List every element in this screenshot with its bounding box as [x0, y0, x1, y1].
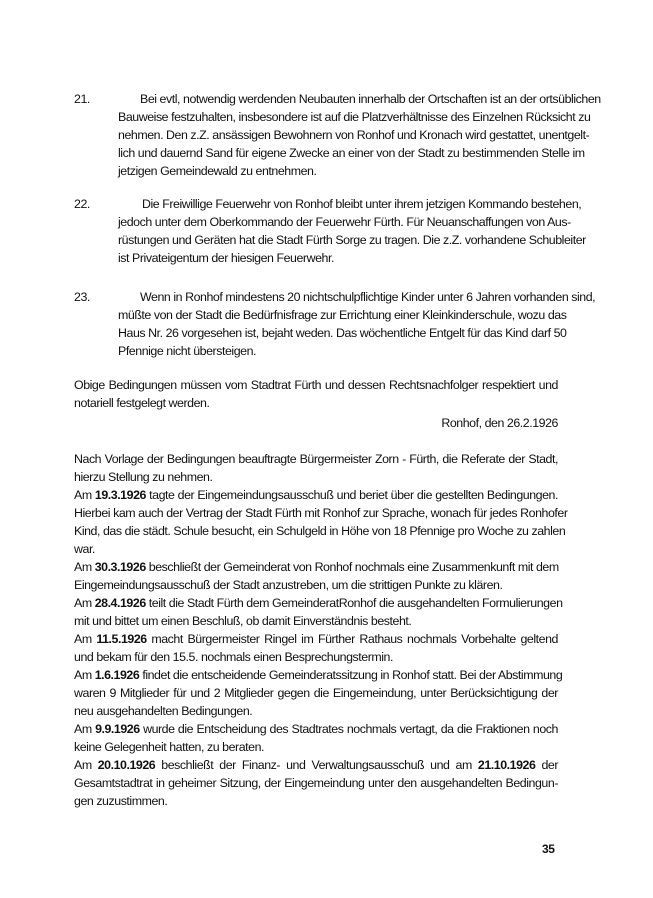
place-date: Ronhof, den 26.2.1926 — [441, 416, 558, 430]
text-line: mit und bittet um einen Beschluß, ob damit Einverständnis besteht. — [74, 614, 412, 628]
entry-date: 21.10.1926 — [477, 758, 536, 772]
entry-date: 9.9.1926 — [95, 722, 140, 736]
entry-date: 11.5.1926 — [96, 632, 147, 646]
history-entry-line: Am 19.3.1926 tagte der Eingemeindungsausschuß und beriet über die gestellten Bedingungen. — [74, 488, 558, 502]
item-paragraph — [118, 288, 596, 360]
text-line: Wenn in Ronhof mindestens 20 nichtschulpflichtige Kinder unter 6 Jahren vorhanden sind, — [140, 290, 596, 304]
text-line: müßte von der Stadt die Bedürfnisfrage zur Errichtung einer Kleinkinderschule, wozu das — [118, 308, 567, 322]
page-number: 35 — [542, 842, 555, 856]
history-entry-line: Am 9.9.1926 wurde die Entscheidung des Stadtrates nochmals vertagt, da die Fraktionen noch — [74, 722, 558, 736]
history-entry-line: Am 28.4.1926 teilt die Stadt Fürth dem GemeinderatRonhof die ausgehandelten Formulierungen — [74, 596, 563, 610]
text-line: gen zuzustimmen. — [74, 794, 168, 808]
text-line: war. — [74, 542, 95, 556]
text-line: Pfennige nicht übersteigen. — [118, 344, 257, 358]
text-line: keine Gelegenheit hatten, zu beraten. — [74, 740, 265, 754]
text-line: jetzigen Gemeindewald zu entnehmen. — [118, 164, 317, 178]
history-entry-line: Am 30.3.1926 beschließt der Gemeinderat von Ronhof nochmals eine Zusammenkunft mit dem — [74, 560, 559, 574]
text-line: Haus Nr. 26 vorgesehen ist, bejaht weden. Das wöchentliche Entgelt für das Kind darf 50 — [118, 326, 567, 340]
text-line: notariell festgelegt werden. — [74, 396, 210, 410]
conditions-paragraph — [74, 376, 558, 412]
text-line: jedoch unter dem Oberkommando der Feuerwehr Fürth. Für Neuanschaffungen von Aus- — [118, 215, 571, 229]
history-section — [74, 450, 568, 810]
text-line: lich und dauernd Sand für eigene Zwecke an einer von der Stadt zu bestimmenden Stelle im — [118, 146, 585, 160]
history-entry-line: Am 20.10.1926 beschließt der Finanz- und Verwaltungsausschuß und am 21.10.1926 der — [74, 758, 559, 772]
entry-date: 19.3.1926 — [94, 488, 146, 502]
item-paragraph — [118, 195, 586, 267]
text-line: Die Freiwillige Feuerwehr von Ronhof bleibt unter ihrem jetzigen Kommando bestehen, — [142, 197, 582, 211]
item-paragraph — [118, 90, 601, 180]
history-entry-line: Am 11.5.1926 macht Bürgermeister Ringel im Fürther Rathaus nochmals Vorbehalte geltend — [74, 632, 558, 646]
text-line: Eingemeindungsausschuß der Stadt anzustreben, um die strittigen Punkte zu klären. — [74, 578, 503, 592]
text-line: Bei evtl, notwendig werdenden Neubauten innerhalb der Ortschaften ist an der ortsüblichen — [140, 92, 601, 106]
text-line: und bekam für den 15.5. nochmals einen Besprechungstermin. — [74, 650, 393, 664]
text-line: Kind, das die städt. Schule besucht, ein Schulgeld in Höhe von 18 Pfennige pro Woche zu zahlen — [74, 524, 566, 538]
history-entry-line: Am 1.6.1926 findet die entscheidende Gemeinderatssitzung in Ronhof statt. Bei der Abstimmung — [74, 668, 563, 682]
entry-date: 1.6.1926 — [94, 668, 140, 682]
text-line: Bauweise festzuhalten, insbesondere ist auf die Platzverhältnisse des Einzelnen Rücksicht zu — [118, 110, 591, 124]
text-line: Hierbei kam auch der Vertrag der Stadt Fürth mit Ronhof zur Sprache, wonach für jedes Ronhofer — [74, 506, 568, 520]
text-line: Nach Vorlage der Bedingungen beauftragte Bürgermeister Zorn - Fürth, die Referate der Stadt, — [74, 452, 558, 466]
text-line: nehmen. Den z.Z. ansässigen Bewohnern von Ronhof und Kronach wird gestattet, unentgelt- — [118, 128, 590, 142]
text-line: ist Privateigentum der hiesigen Feuerwehr. — [118, 251, 334, 265]
entry-date: 28.4.1926 — [94, 596, 146, 610]
entry-date: 30.3.1926 — [94, 560, 146, 574]
text-line: Obige Bedingungen müssen vom Stadtrat Fürth und dessen Rechtsnachfolger respektiert und — [74, 378, 558, 392]
text-line: rüstungen und Geräten hat die Stadt Fürth Sorge zu tragen. Die z.Z. vorhandene Schubleiter — [118, 233, 586, 247]
entry-date: 20.10.1926 — [97, 758, 156, 772]
text-line: waren 9 Mitglieder für und 2 Mitglieder gegen die Eingemeindung, unter Berücksichtigung der — [74, 686, 558, 700]
text-line: neu ausgehandelten Bedingungen. — [74, 704, 253, 718]
item-number: 23. — [74, 290, 90, 304]
text-line: Gesamtstadtrat in geheimer Sitzung, der Eingemeindung unter den ausgehandelten Bedingun- — [74, 776, 558, 790]
text-line: hierzu Stellung zu nehmen. — [74, 470, 213, 484]
item-number: 21. — [74, 92, 90, 106]
item-number: 22. — [74, 197, 90, 211]
